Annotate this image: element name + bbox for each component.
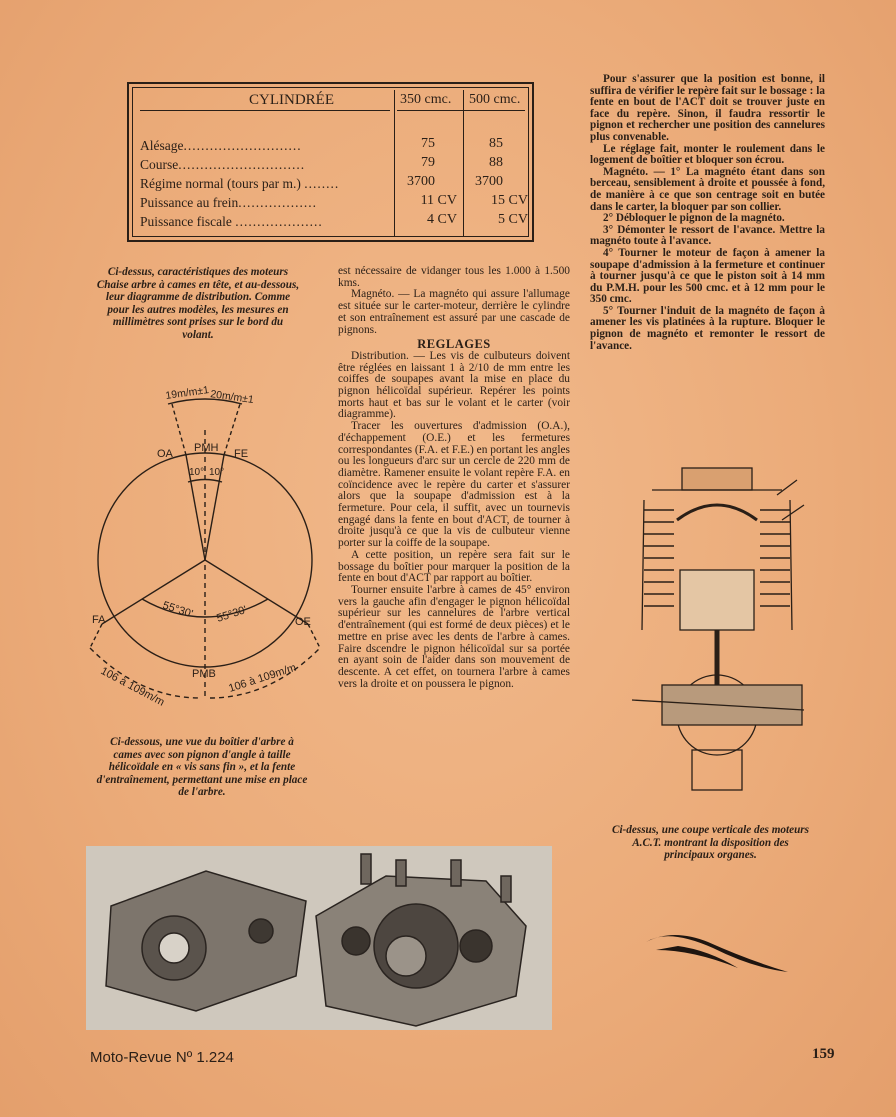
right-paragraph-2: Le réglage fait, monter le roulement dans le logement de boîtier et bloquer son écrou. [590, 142, 825, 167]
spec-value-500-alesage: 85 [489, 136, 503, 151]
spec-column-divider-2 [463, 90, 464, 236]
spec-header-cylindree: CYLINDRÉE [249, 92, 334, 108]
middle-paragraph-4: Tourner ensuite l'arbre à cames de 45° environ vers la gauche afin d'engager le pignon hélicoïdal supérieur sur les cannelures de l'arbre vertical d'entraînement (qui est formé de deux pièces) et le mettre en prise avec les dents de l'arbre à cames. Faire dscendre le pignon hélicoïdal sur sa portée en ayant soin de l'aider dans son mouvement de descente. A cet effet, on tournera l'arbre à cames vers la droite et on poussera le pignon. [338, 583, 570, 690]
crankshaft [662, 685, 802, 725]
diagram-oa-ext [172, 404, 186, 455]
spec-row-regime: Régime normal (tours par m.) ........ [140, 176, 340, 191]
table-caption: Ci-dessus, caractéristiques des moteurs Chaise arbre à cames en tête, et au-dessous, leur diagramme de distribution. Comme pour les autres modèles, les mesures en millimètres sont prises sur le bord du volant. [96, 266, 300, 341]
spec-header-rule [140, 110, 390, 111]
stud-1 [361, 854, 371, 884]
label-angle-bottom-left: 55°30' [161, 599, 195, 621]
right-paragraph-5: 3° Démonter le ressort de l'avance. Mettre la magnéto toute à l'avance. [590, 223, 825, 248]
spec-header-rule-right [397, 110, 525, 111]
spec-value-350-frein: 11 CV [420, 193, 457, 208]
label-fa: FA [92, 614, 106, 626]
label-angle-left: 10° [189, 467, 205, 478]
right-paragraph-6: 4° Tourner le moteur de façon à amener la soupape d'admission à la fermeture et continuer à tourner jusqu'à ce que le piston soit à 14 mm du P.M.H. pour les 500 cmc. et à 12 mm pour le 350 cmc. [590, 246, 825, 306]
fins-left [644, 510, 674, 606]
box-left-hole [249, 919, 273, 943]
flourish-stroke-1 [646, 935, 788, 972]
spec-header-350: 350 cmc. [400, 92, 452, 107]
combustion-chamber [677, 505, 757, 520]
right-paragraph-7: 5° Tourner l'induit de la magnéto de façon à amener les vis platinées à la rupture. Bloquer le pignon de magnéto et remonter le ressort de l'avance. [590, 304, 825, 352]
stud-3 [451, 860, 461, 886]
box-right-gear [386, 936, 426, 976]
section-caption: Ci-dessus, une coupe verticale des moteurs A.C.T. montrant la disposition des principaux organes. [611, 824, 810, 862]
spec-value-500-fiscale: 5 CV [498, 212, 528, 227]
right-paragraph-1: Pour s'assurer que la position est bonne, il suffira de vérifier le repère fait sur le bossage : la fente en bout de l'ACT doit se trouver juste en face du repère. Sinon, il faudra ressortir le pignon et rechercher une position des cannelures plus convenable. [590, 73, 825, 143]
middle-paragraph-3: A cette position, un repère sera fait sur le bossage du boîtier pour marquer la position de la fente en bout d'ACT par rapport au boîtier. [338, 548, 570, 585]
right-paragraph-3: Magnéto. — 1° La magnéto étant dans son berceau, sensiblement à droite et poussée à fond, de manière à ce que son centrage soit en butée dans le carter, la bloquer par son collier. [590, 165, 825, 213]
spec-value-500-course: 88 [489, 155, 503, 170]
spec-header-500: 500 cmc. [469, 92, 521, 107]
label-oe: OE [295, 616, 311, 628]
footer-page-number: 159 [812, 1046, 835, 1062]
spec-value-350-course: 79 [421, 155, 435, 170]
label-angle-right: 10° [209, 467, 225, 478]
footer-journal: Moto-Revue Nº 1.224 [90, 1049, 234, 1066]
right-column [590, 74, 825, 352]
distribution-diagram [80, 380, 330, 720]
piston [680, 570, 754, 630]
rocker-box [682, 468, 752, 490]
spec-row-puissance-frein: Puissance au frein.................. [140, 195, 317, 210]
spec-column-divider-1 [394, 90, 395, 236]
box-caption: Ci-dessous, une vue du boîtier d'arbre à cames avec son pignon d'angle à taille hélicoïdale en « vis sans fin », et la fente d'entraînement, permettant une mise en place de l'arbre. [96, 736, 308, 799]
right-paragraph-4: 2° Débloquer le pignon de la magnéto. [603, 212, 785, 225]
stud-2 [396, 860, 406, 886]
box-right-hole [460, 930, 492, 962]
spec-value-350-fiscale: 4 CV [427, 212, 457, 227]
diagram-small-arc [188, 480, 222, 483]
spec-table [127, 82, 534, 242]
spec-row-alesage: Alésage........................... [140, 138, 302, 153]
label-pmh: PMH [194, 442, 219, 454]
decorative-flourish [638, 920, 798, 980]
camshaft-box-photo [86, 846, 552, 1030]
flourish-stroke-2 [656, 946, 738, 968]
label-top-right: 20m/m±1 [209, 388, 255, 407]
stud-4 [501, 876, 511, 902]
spec-row-puissance-fiscale: Puissance fiscale .................... [140, 214, 323, 229]
crankcase-lower [692, 750, 742, 790]
label-angle-bottom-right: 55°30' [215, 603, 249, 625]
spec-value-500-frein: 15 CV [491, 193, 528, 208]
middle-intro: est nécessaire de vidanger tous les 1.000 à 1.500 kms. [338, 265, 570, 289]
diagram-fa-ext [90, 624, 102, 648]
label-oa: OA [157, 448, 173, 460]
section-heading-reglages: REGLAGES [417, 337, 491, 352]
label-top-left: 19m/m±1 [164, 384, 210, 402]
spec-value-350-alesage: 75 [421, 136, 435, 151]
engine-section-drawing [622, 460, 807, 815]
photo-illustration [86, 846, 552, 1030]
label-fe: FE [234, 448, 249, 460]
box-right-hole-2 [342, 927, 370, 955]
spec-value-500-regime: 3700 [475, 174, 503, 189]
middle-paragraph-1: Distribution. — Les vis de culbuteurs doivent être réglées en laissant 1 à 2/10 de mm entre les coiffes de soupapes avant la mise en place du pignon hélicoïdal supérieur. Repérer les points morts haut et bas sur le volant et le carter (voir diagramme). [338, 349, 570, 421]
middle-paragraph-2: Tracer les ouvertures d'admission (O.A.), d'échappement (O.E.) et les fermetures correspondantes (F.A. et F.E.) en portant les angles ou les longueurs d'arc sur un cercle de 220 mm de diamètre. Ramener ensuite le volant repère F.A. en coïncidence avec le repère du carter et s'assurer alors que la soupape d'admission est à la fermeture. Pour cela, il suffit, avec un tournevis engagé dans la fente en bout d'ACT, de tourner à droite jusqu'à ce que la vis de culbuteur vienne porter sur la coiffe de la soupape. [338, 420, 570, 550]
fins-right [760, 510, 790, 606]
middle-magneto: Magnéto. — La magnéto qui assure l'allumage est située sur le carter-moteur, derrière le cylindre et son entraînement est assuré par une cascade de pignons. [338, 288, 570, 336]
label-arc-left: 106 à 109m/m [98, 665, 167, 709]
spec-value-350-regime: 3700 [407, 174, 435, 189]
spec-row-course: Course............................. [140, 157, 306, 172]
label-pmb: PMB [192, 668, 216, 680]
middle-column [338, 266, 570, 690]
box-left-slot [159, 933, 189, 963]
label-arc-right: 106 à 109m/m [227, 661, 298, 695]
